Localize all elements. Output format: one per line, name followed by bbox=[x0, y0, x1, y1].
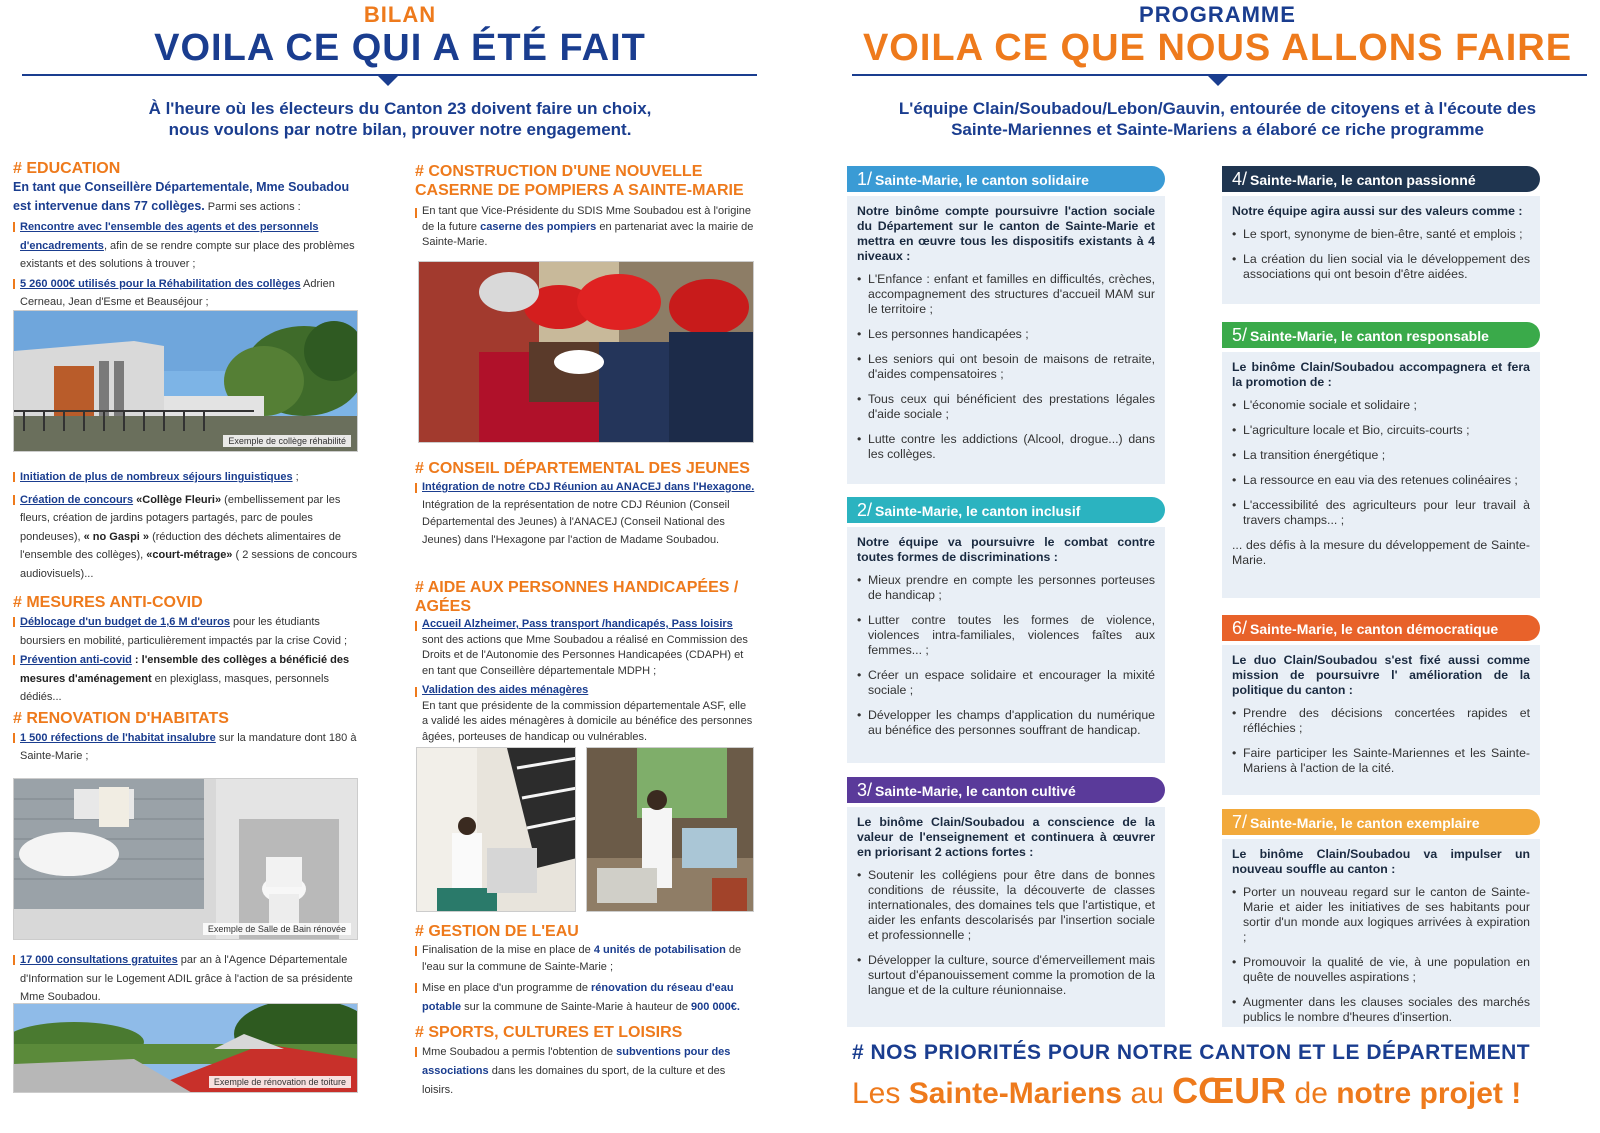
contest-court-metrage-text: ( 2 sessions de concours audiovisuels)... bbox=[20, 549, 358, 580]
card-3-lead: Le binôme Clain/Soubadou a conscience de la valeur de l'enseignement et continuera à œuvrer en priorisant 2 actions fortes : bbox=[857, 815, 1155, 859]
education-subtitle-line1: En tant que Conseillère Départementale, Mme Soubadou bbox=[13, 180, 350, 194]
card-4-body bbox=[1222, 196, 1540, 304]
caserne-text-a: En tant que Vice-Présidente du SDIS Mme Soubadou est à l'origine de la future bbox=[422, 205, 752, 233]
card-5-list bbox=[1232, 398, 1530, 528]
jeunes-text: Intégration de la représentation de notre CDJ Réunion (Conseil Départemental des Jeunes) à l'ANACEJ (Conseil National des Jeunes) dans l'Hexagone par l'action de Madame Soubadou. bbox=[422, 498, 730, 546]
card-6-item: • Faire participer les Sainte-Mariennes et les Sainte-Mariens à l'action de la cité. bbox=[1232, 746, 1530, 776]
card-5-number: 5/ bbox=[1232, 325, 1248, 345]
card-1-item: • Lutte contre les addictions (Alcool, drogue...) dans les collèges. bbox=[857, 432, 1155, 462]
card-1-item: • Tous ceux qui bénéficient des prestations légales d'aide sociale ; bbox=[857, 392, 1155, 422]
card-4-item: • La création du lien social via le développement des associations qui ont besoin d'être aidées. bbox=[1232, 252, 1530, 282]
education-rehab-link[interactable]: 5 260 000€ utilisés pour la Réhabilitation des collèges bbox=[20, 277, 301, 290]
card-1-list bbox=[857, 272, 1155, 462]
covid-prevention-link[interactable]: Prévention anti-covid bbox=[20, 654, 132, 666]
card-6-item: • Prendre des décisions concertées rapides et réfléchies ; bbox=[1232, 706, 1530, 736]
education-rehab-text: Adrien Cerneau, Jean d'Esme et Beauséjour ; bbox=[20, 277, 335, 308]
sports-a: Mme Soubadou a permis l'obtention de bbox=[422, 1046, 617, 1058]
eau-reseau-a: Mise en place d'un programme de bbox=[422, 982, 592, 994]
priorities-heading: # NOS PRIORITÉS POUR NOTRE CANTON ET LE DÉPARTEMENT bbox=[852, 1041, 1531, 1064]
habitat-refections-link[interactable]: 1 500 réfections de l'habitat insalubre bbox=[20, 731, 216, 744]
card-6-list bbox=[1232, 706, 1530, 776]
card-1-number: 1/ bbox=[857, 169, 873, 189]
jeunes-link[interactable]: Intégration de notre CDJ Réunion au ANACEJ dans l'Hexagone. bbox=[422, 481, 755, 493]
slogan-part-sainte-mariens: Sainte-Mariens bbox=[908, 1077, 1123, 1110]
habitat-consultations-link[interactable]: 17 000 consultations gratuites bbox=[20, 954, 178, 966]
card-4-item: • Le sport, synonyme de bien-être, santé et emplois ; bbox=[1232, 227, 1530, 242]
home-care-photo-1 bbox=[416, 747, 576, 912]
card-7-title: Sainte-Marie, le canton exemplaire bbox=[1250, 815, 1480, 831]
card-2-lead: Notre équipe va poursuivre le combat contre toutes formes de discriminations : bbox=[857, 535, 1155, 564]
caserne-title-line1: # CONSTRUCTION D'UNE NOUVELLE bbox=[415, 163, 703, 180]
bilan-title: VOILA CE QUI A ÉTÉ FAIT bbox=[154, 27, 646, 69]
eau-reseau-c: sur la commune de Sainte-Marie à hauteur de bbox=[461, 1001, 692, 1013]
card-6-title: Sainte-Marie, le canton démocratique bbox=[1250, 621, 1499, 637]
bathroom-photo-illustration bbox=[14, 779, 358, 940]
card-7-header bbox=[1222, 809, 1540, 835]
card-2-header bbox=[847, 497, 1165, 523]
home-care-photo-1-illustration bbox=[417, 748, 576, 912]
education-item-meetings bbox=[13, 218, 360, 274]
card-6-header bbox=[1222, 615, 1540, 641]
card-4-title: Sainte-Marie, le canton passionné bbox=[1250, 172, 1476, 188]
slogan-part-notre-projet: notre projet ! bbox=[1336, 1077, 1522, 1110]
card-5-item: • La ressource en eau via des retenues colinéaires ; bbox=[1232, 473, 1530, 488]
card-4-number: 4/ bbox=[1232, 169, 1248, 189]
card-1-item: • Les personnes handicapées ; bbox=[857, 327, 1155, 342]
home-care-photo-2 bbox=[586, 747, 754, 912]
contest-no-gaspi: « no Gaspi » bbox=[83, 530, 150, 543]
covid-item-budget bbox=[13, 613, 360, 650]
slogan-part-les: Les bbox=[852, 1077, 909, 1110]
card-2-body bbox=[847, 527, 1165, 763]
education-subtitle-line2: est intervenue dans 77 collèges. bbox=[13, 199, 205, 213]
education-item-contests bbox=[13, 491, 360, 584]
card-6-body bbox=[1222, 645, 1540, 795]
covid-budget-text: pour les étudiants boursiers en mobilité, particulièrement impactés par la crise Covid ; bbox=[20, 616, 348, 647]
card-5-item: • L'agriculture locale et Bio, circuits-courts ; bbox=[1232, 423, 1530, 438]
bathroom-photo-caption: Exemple de Salle de Bain rénovée bbox=[203, 923, 351, 935]
card-2-number: 2/ bbox=[857, 500, 873, 520]
handicap-accueil-text: sont des actions que Mme Soubadou a réalisé en Commission des Droits et de l'Autonomie des Personnes Handicapées (CDAPH) et en tant que Conseillère départementale MDPH ; bbox=[422, 633, 748, 677]
card-3-item: • Développer la culture, source d'émerveillement mais surtout d'épanouissement comme la promotion de la langue et de la culture réunionnaise. bbox=[857, 953, 1155, 998]
education-title: # EDUCATION bbox=[13, 160, 121, 177]
card-7-body bbox=[1222, 839, 1540, 1027]
education-meetings-link[interactable]: Rencontre avec l'ensemble des agents et des personnels d'encadrements bbox=[20, 221, 319, 252]
eau-reseau-amount: 900 000€. bbox=[691, 1001, 740, 1013]
home-care-photo-2-illustration bbox=[587, 748, 754, 912]
card-3-list bbox=[857, 868, 1155, 998]
card-6-lead: Le duo Clain/Soubadou s'est fixé aussi comme mission de poursuivre l' amélioration de la politique du canton : bbox=[1232, 653, 1530, 697]
programme-title-notch bbox=[1206, 74, 1230, 86]
eau-potabilisation-c: de l'eau sur la commune de Sainte-Marie ; bbox=[422, 944, 742, 973]
sports-title: # SPORTS, CULTURES ET LOISIRS bbox=[415, 1024, 683, 1041]
bilan-intro bbox=[20, 98, 780, 140]
slogan bbox=[852, 1070, 1521, 1112]
programme-intro-line2: Sainte-Mariennes et Sainte-Mariens a élaboré ce riche programme bbox=[951, 120, 1484, 139]
card-2-title: Sainte-Marie, le canton inclusif bbox=[875, 503, 1081, 519]
card-3-item: • Soutenir les collégiens pour être dans de bonnes conditions de réussite, la découverte de classes internationales, des domaines tels que l'artistique, et aider les enfants descolarisés par l'insertion sociale et professionnelle ; bbox=[857, 868, 1155, 943]
roof-photo bbox=[13, 1003, 358, 1093]
bilan-title-notch bbox=[376, 74, 400, 86]
firefighters-photo-illustration bbox=[419, 262, 754, 443]
card-3-title: Sainte-Marie, le canton cultivé bbox=[875, 783, 1076, 799]
card-2-item: • Développer les champs d'application du numérique au bénéfice des personnes souffrant de handicap. bbox=[857, 708, 1155, 738]
education-stays-link[interactable]: Initiation de plus de nombreux séjours linguistiques bbox=[20, 471, 293, 483]
bilan-intro-line1: À l'heure où les électeurs du Canton 23 doivent faire un choix, bbox=[148, 99, 652, 118]
firefighters-photo bbox=[418, 261, 754, 443]
card-5-item: • La transition énergétique ; bbox=[1232, 448, 1530, 463]
card-5-header bbox=[1222, 322, 1540, 348]
card-7-list bbox=[1232, 885, 1530, 1025]
card-5-item: • L'accessibilité des agriculteurs pour leur travail à travers champs... ; bbox=[1232, 498, 1530, 528]
education-stays-text: ; bbox=[292, 471, 299, 483]
habitat-item-refections bbox=[13, 729, 360, 766]
contest-no-gaspi-text: (réduction des déchets alimentaires de l'ensemble des collèges), bbox=[20, 530, 342, 561]
card-5-title: Sainte-Marie, le canton responsable bbox=[1250, 328, 1489, 344]
card-3-number: 3/ bbox=[857, 780, 873, 800]
card-2-list bbox=[857, 573, 1155, 738]
card-7-number: 7/ bbox=[1232, 812, 1248, 832]
card-3-header bbox=[847, 777, 1165, 803]
handicap-item-accueil bbox=[415, 617, 755, 679]
bilan-intro-line2: nous voulons par notre bilan, prouver notre engagement. bbox=[168, 120, 632, 139]
covid-title: # MESURES ANTI-COVID bbox=[13, 594, 203, 611]
card-1-item: • L'Enfance : enfant et familles en difficultés, crèches, accompagnement des structures d'accueil MAM sur le territoire ; bbox=[857, 272, 1155, 317]
education-section-2 bbox=[13, 467, 360, 766]
slogan-part-au: au bbox=[1122, 1077, 1173, 1110]
programme-intro bbox=[845, 98, 1590, 140]
card-1-lead: Notre binôme compte poursuivre l'action sociale du Département sur le canton de Sainte-Marie et mettra en œuvre tous les dispositifs existants à 4 niveaux : bbox=[857, 204, 1155, 263]
education-subtitle-tail: Parmi ses actions : bbox=[204, 201, 301, 213]
caserne-text bbox=[415, 204, 755, 251]
card-6-number: 6/ bbox=[1232, 618, 1248, 638]
eau-potabilisation-a: Finalisation de la mise en place de bbox=[422, 944, 594, 956]
covid-prevention-text: en plexiglass, masques, personnels dédiés... bbox=[20, 672, 329, 703]
card-7-item: • Promouvoir la qualité de vie, à une population en quête de nouvelles aspirations ; bbox=[1232, 955, 1530, 985]
handicap-aides-link[interactable]: Validation des aides ménagères bbox=[422, 684, 589, 696]
slogan-part-de: de bbox=[1286, 1077, 1337, 1110]
eau-item-potabilisation bbox=[415, 942, 755, 976]
education-contests-link[interactable]: Création de concours bbox=[20, 493, 134, 506]
card-5-lead: Le binôme Clain/Soubadou accompagnera et fera la promotion de : bbox=[1232, 360, 1530, 389]
card-1-title: Sainte-Marie, le canton solidaire bbox=[875, 172, 1089, 188]
contest-college-fleuri-text: (embellissement par les fleurs, création de jardins potagers partagés, parc de poules pondeuses), bbox=[20, 493, 341, 543]
caserne-title bbox=[415, 162, 755, 200]
programme-intro-line1: L'équipe Clain/Soubadou/Lebon/Gauvin, entourée de citoyens et à l'écoute des bbox=[898, 99, 1537, 118]
college-photo-caption: Exemple de collège réhabilité bbox=[223, 435, 351, 447]
card-1-body bbox=[847, 196, 1165, 484]
card-4-lead: Notre équipe agira aussi sur des valeurs comme : bbox=[1232, 204, 1523, 218]
bathroom-photo bbox=[13, 778, 358, 940]
programme-kicker: PROGRAMME bbox=[1139, 2, 1296, 27]
eau-title: # GESTION DE L'EAU bbox=[415, 923, 579, 940]
card-4-list bbox=[1232, 227, 1530, 282]
card-5-body bbox=[1222, 352, 1540, 598]
card-7-lead: Le binôme Clain/Soubadou va impulser un nouveau souffle au canton : bbox=[1232, 847, 1530, 876]
education-subtitle bbox=[13, 178, 360, 217]
card-2-item: • Lutter contre toutes les formes de violence, violences intra-familiales, violences faîtes aux femmes... ; bbox=[857, 613, 1155, 658]
sports-c: dans les domaines du sport, de la culture et des loisirs. bbox=[422, 1065, 726, 1096]
habitat-item-consultations bbox=[13, 951, 360, 1007]
slogan-part-coeur: CŒUR bbox=[1172, 1070, 1287, 1111]
college-photo-illustration bbox=[14, 311, 358, 452]
habitat-refections-text: sur la mandature dont 180 à Sainte-Marie ; bbox=[20, 731, 357, 762]
caserne-title-line2: CASERNE DE POMPIERS A SAINTE-MARIE bbox=[415, 182, 744, 199]
caserne-section bbox=[415, 162, 755, 251]
covid-budget-link[interactable]: Déblocage d'un budget de 1,6 M d'euros bbox=[20, 616, 230, 628]
education-section bbox=[13, 159, 360, 312]
habitat-consultations-text: par an à l'Agence Départementale d'Information sur le Logement ADIL grâce à l'action de sa présidente Mme Soubadou. bbox=[20, 954, 353, 1003]
card-7-item: • Augmenter dans les clauses sociales des marchés publics le nombre d'heures d'insertion. bbox=[1232, 995, 1530, 1025]
bilan-kicker: BILAN bbox=[363, 2, 437, 27]
handicap-item-aides bbox=[415, 683, 755, 745]
sports-item bbox=[415, 1043, 755, 1100]
handicap-accueil-link[interactable]: Accueil Alzheimer, Pass transport /handicapés, Pass loisirs bbox=[422, 618, 733, 630]
covid-prevention-bold: : l'ensemble des collèges a bénéficié des mesures d'aménagement bbox=[20, 654, 350, 685]
jeunes-section bbox=[415, 459, 755, 745]
college-photo bbox=[13, 310, 358, 452]
handicap-aides-text: En tant que présidente de la commission départementale ASF, elle a validé les aides ménagères à domicile au bénéfice des personnes âgées, porteuses de handicap ou vulnérables. bbox=[422, 699, 753, 743]
handicap-title: # AIDE AUX PERSONNES HANDICAPÉES / AGÉES bbox=[415, 579, 739, 615]
card-2-item: • Créer un espace solidaire et encourager la mixité sociale ; bbox=[857, 668, 1155, 698]
card-4-header bbox=[1222, 166, 1540, 192]
education-meetings-text: , afin de se rendre compte sur place des problèmes existants et des solutions à trouver ; bbox=[20, 239, 355, 270]
card-7-item: • Porter un nouveau regard sur le canton de Sainte-Marie et aider les initiatives de ses habitants pour sortir d'un monde aux logiques arrivées à expiration ; bbox=[1232, 885, 1530, 945]
roof-photo-caption: Exemple de rénovation de toiture bbox=[209, 1076, 351, 1088]
covid-item-prevention bbox=[13, 651, 360, 707]
contest-college-fleuri: «Collège Fleuri» bbox=[133, 493, 222, 506]
card-1-item: • Les seniors qui ont besoin de maisons de retraite, d'aides compensatoires ; bbox=[857, 352, 1155, 382]
eau-reseau-bold: rénovation du réseau d'eau potable bbox=[422, 982, 734, 1013]
eau-section bbox=[415, 922, 755, 1100]
card-3-body bbox=[847, 807, 1165, 1027]
education-item-rehab bbox=[13, 275, 360, 312]
card-1-header bbox=[847, 166, 1165, 192]
jeunes-item bbox=[415, 479, 755, 549]
eau-item-reseau bbox=[415, 979, 755, 1017]
caserne-text-bold: caserne des pompiers bbox=[480, 220, 597, 233]
programme-title: VOILA CE QUE NOUS ALLONS FAIRE bbox=[862, 27, 1573, 69]
jeunes-title: # CONSEIL DÉPARTEMENTAL DES JEUNES bbox=[415, 460, 750, 477]
sports-bold: subventions pour des associations bbox=[422, 1046, 731, 1077]
education-item-stays bbox=[13, 468, 360, 487]
card-5-item: • L'économie sociale et solidaire ; bbox=[1232, 398, 1530, 413]
contest-court-metrage: «court-métrage» bbox=[146, 549, 233, 561]
eau-potabilisation-bold: 4 unités de potabilisation bbox=[593, 944, 726, 956]
habitat-title: # RENOVATION D'HABITATS bbox=[13, 709, 229, 727]
caserne-text-c: en partenariat avec la mairie de Sainte-Marie. bbox=[422, 220, 754, 248]
card-2-item: • Mieux prendre en compte les personnes porteuses de handicap ; bbox=[857, 573, 1155, 603]
habitat-section-2 bbox=[13, 950, 360, 1007]
card-5-tail: ... des défis à la mesure du développement de Sainte-Marie. bbox=[1232, 538, 1530, 567]
